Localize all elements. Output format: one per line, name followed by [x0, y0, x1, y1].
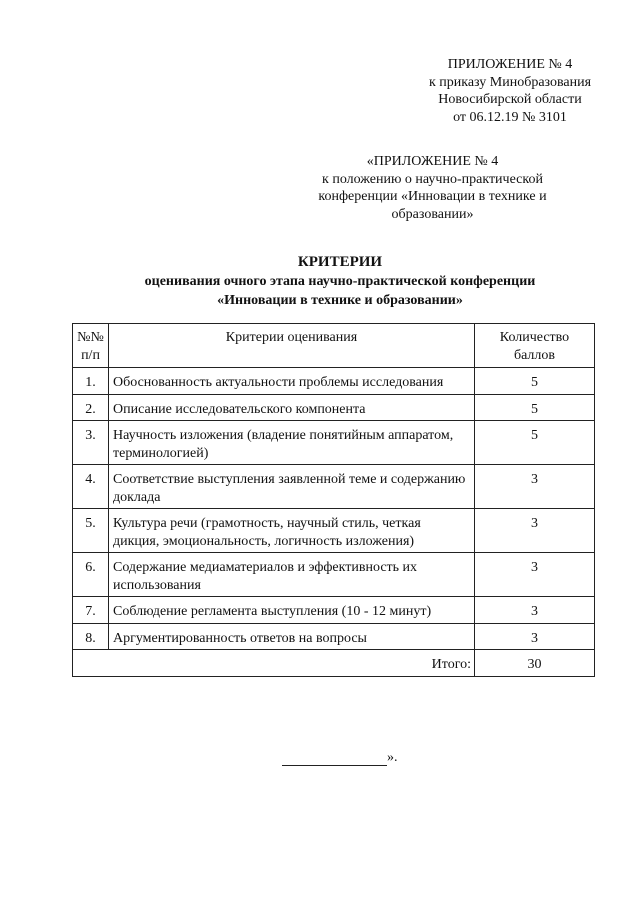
total-value: 30 [475, 650, 595, 677]
row-criterion: Культура речи (грамотность, научный стиль, четкая дикция, эмоциональность, логичность изложения) [109, 509, 475, 553]
appendix-order-line: к приказу Минобразования [428, 74, 592, 90]
row-score: 3 [475, 553, 595, 597]
row-score: 5 [475, 368, 595, 395]
appendix-regulation-line: «ПРИЛОЖЕНИЕ № 4 [366, 154, 499, 169]
appendix-regulation-line: образовании» [391, 206, 474, 222]
appendix-order-line: ПРИЛОЖЕНИЕ № 4 [447, 57, 573, 72]
table-row [73, 394, 595, 421]
row-num: 6. [73, 553, 109, 597]
title-subheading: «Инновации в технике и образовании» [217, 293, 463, 308]
row-score: 3 [475, 465, 595, 509]
table-header-row [73, 324, 595, 368]
table-row [73, 421, 595, 465]
table-row [73, 465, 595, 509]
row-num: 3. [73, 421, 109, 465]
document-title [40, 253, 640, 310]
row-score: 3 [475, 623, 595, 650]
title-subheading: оценивания очного этапа научно-практической конференции [144, 274, 536, 289]
row-score: 3 [475, 597, 595, 624]
criteria-table [72, 323, 595, 677]
row-num: 1. [73, 368, 109, 395]
closing-quote: ». [387, 750, 398, 765]
table-row [73, 623, 595, 650]
table-row [73, 597, 595, 624]
appendix-order-block [390, 56, 630, 126]
row-criterion: Соблюдение регламента выступления (10 - 12 минут) [109, 597, 475, 624]
closing-signature [282, 750, 432, 766]
title-heading: КРИТЕРИИ [297, 254, 383, 270]
row-score: 5 [475, 394, 595, 421]
row-criterion: Научность изложения (владение понятийным аппаратом, терминологией) [109, 421, 475, 465]
total-row [73, 650, 595, 677]
header-score: Количество баллов [475, 324, 595, 368]
row-num: 5. [73, 509, 109, 553]
appendix-regulation-line: к положению о научно-практической [322, 171, 543, 187]
row-criterion: Обоснованность актуальности проблемы исследования [109, 368, 475, 395]
appendix-regulation-block [300, 153, 565, 223]
row-criterion: Соответствие выступления заявленной теме и содержанию доклада [109, 465, 475, 509]
header-num: №№ п/п [73, 324, 109, 368]
total-label: Итого: [73, 650, 475, 677]
appendix-regulation-line: конференции «Инновации в технике и [318, 189, 547, 204]
appendix-order-line: Новосибирской области [438, 92, 582, 107]
row-criterion: Описание исследовательского компонента [109, 394, 475, 421]
row-criterion: Содержание медиаматериалов и эффективность их использования [109, 553, 475, 597]
row-num: 2. [73, 394, 109, 421]
table-row [73, 553, 595, 597]
table-row [73, 368, 595, 395]
row-num: 7. [73, 597, 109, 624]
signature-line [282, 751, 387, 766]
row-criterion: Аргументированность ответов на вопросы [109, 623, 475, 650]
table-row [73, 509, 595, 553]
row-score: 5 [475, 421, 595, 465]
header-criteria: Критерии оценивания [109, 324, 475, 368]
row-score: 3 [475, 509, 595, 553]
row-num: 8. [73, 623, 109, 650]
row-num: 4. [73, 465, 109, 509]
appendix-order-line: от 06.12.19 № 3101 [453, 109, 567, 125]
